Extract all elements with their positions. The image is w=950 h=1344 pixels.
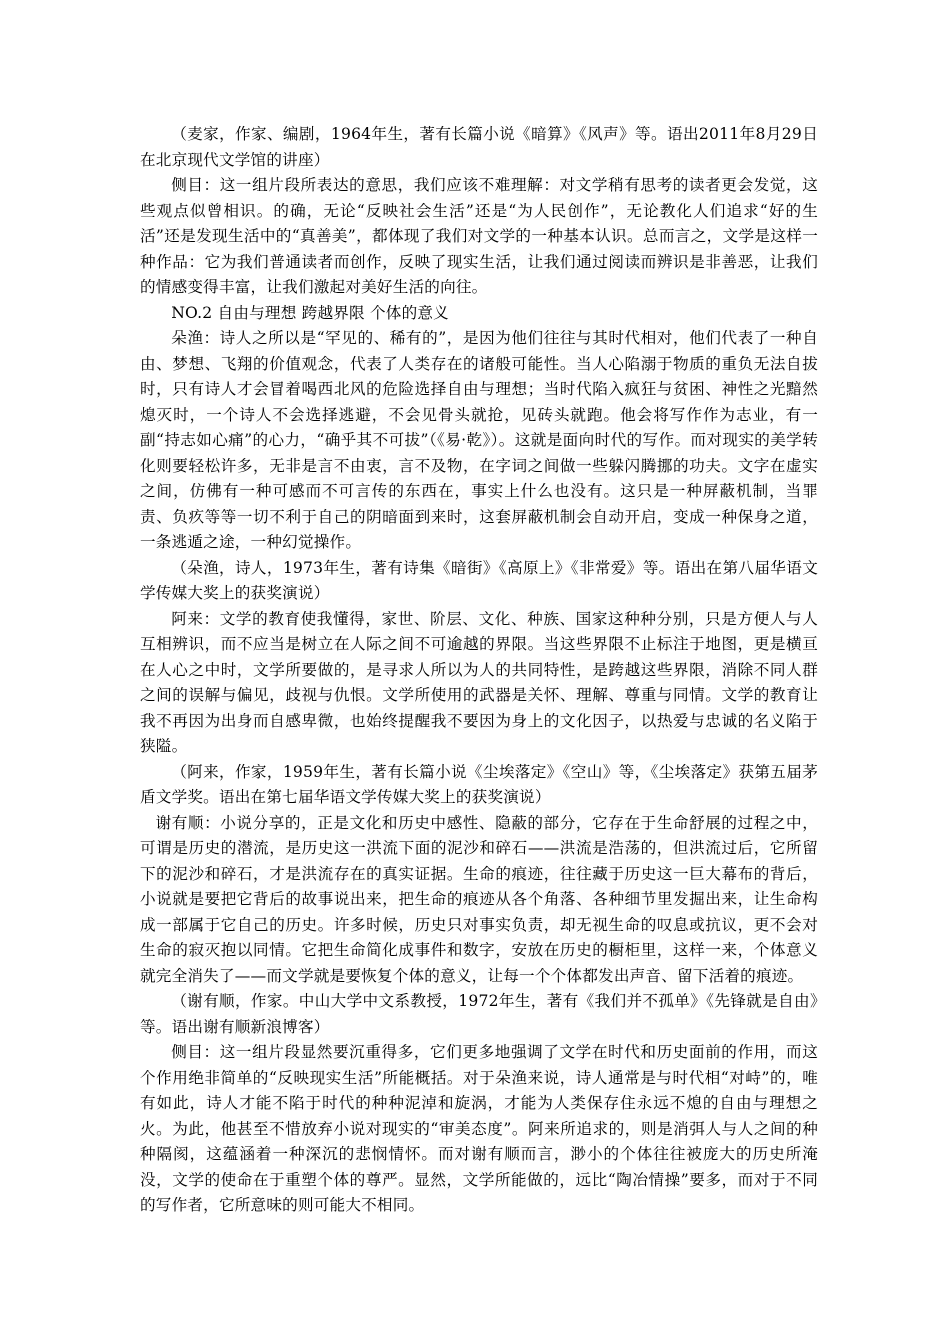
quote-alai: 阿来：文学的教育使我懂得，家世、阶层、文化、种族、国家这种种分别，只是方便人与人互相辨识，而不应当是树立在人际之间不可逾越的界限。当这些界限不止标注于地图，更是横亘在人心之中时，文学所要做的，是寻求人所以为人的共同特性，是跨越这些界限，消除不同人群之间的误解与偏见，歧视与仇恨。文学所使用的武器是关怀、理解、尊重与同情。文学的教育让我不再因为出身而自感卑微，也始终提醒我不要因为身上的文化因子，以热爱与忠诚的名义陷于狭隘。 — [140, 609, 818, 755]
document-page — [140, 122, 818, 1219]
commentary-paragraph-1: 侧目：这一组片段所表达的意思，我们应该不难理解：对文学稍有思考的读者更会发觉，这些观点似曾相识。的确，无论“反映社会生活”还是“为人民创作”，无论教化人们追求“好的生活”还是发现生活中的“真善美”，都体现了我们对文学的一种基本认识。总而言之，文学是这样一种作品：它为我们普通读者而创作，反映了现实生活，让我们通过阅读而辨识是非善恶，让我们的情感变得丰富，让我们激起对美好生活的向往。 — [140, 176, 818, 296]
citation-alai: （阿来，作家，1959年生，著有长篇小说《尘埃落定》《空山》等，《尘埃落定》获第五届茅盾文学奖。语出在第七届华语文学传媒大奖上的获奖演说） — [140, 762, 818, 806]
section-heading: NO.2 自由与理想 跨越界限 个体的意义 — [171, 303, 449, 322]
citation-duoyu: （朵渔，诗人，1973年生，著有诗集《暗街》《高原上》《非常爱》等。语出在第八届华语文学传媒大奖上的获奖演说） — [140, 558, 818, 602]
quote-xieyoushun: 谢有顺：小说分享的，正是文化和历史中感性、隐蔽的部分，它存在于生命舒展的过程之中，可谓是历史的潜流，是历史这一洪流下面的泥沙和碎石——洪流是浩荡的，但洪流过后，它所留下的泥沙和碎石，才是洪流存在的真实证据。生命的痕迹，往往藏于历史这一巨大幕布的背后，小说就是要把它背后的故事说出来，把生命的痕迹从各个角落、各种细节里发掘出来，让生命构成一部属于它自己的历史。许多时候，历史只对事实负责，却无视生命的叹息或抗议，更不会对生命的寂灭抱以同情。它把生命简化成事件和数字，安放在历史的橱柜里，这样一来，个体意义就完全消失了——而文学就是要恢复个体的意义，让每一个个体都发出声音、留下活着的痕迹。 — [140, 813, 818, 985]
citation-maijia: （麦家，作家、编剧，1964年生，著有长篇小说《暗算》《风声》等。语出2011年8月29日在北京现代文学馆的讲座） — [140, 125, 818, 169]
commentary-paragraph-2: 侧目：这一组片段显然要沉重得多，它们更多地强调了文学在时代和历史面前的作用，而这个作用绝非简单的“反映现实生活”所能概括。对于朵渔来说，诗人通常是与时代相“对峙”的，唯有如此，诗人才能不陷于时代的种种泥淖和旋涡，才能为人类保存住永远不熄的自由与理想之火。为此，他甚至不惜放弃小说对现实的“审美态度”。阿来所追求的，则是消弭人与人之间的种种隔阂，这蕴涵着一种深沉的悲悯情怀。而对谢有顺而言，渺小的个体往往被庞大的历史所淹没，文学的使命在于重塑个体的尊严。显然，文学所能做的，远比“陶冶情操”要多，而对于不同的写作者，它所意味的则可能大不相同。 — [140, 1043, 818, 1214]
quote-duoyu: 朵渔：诗人之所以是“罕见的、稀有的”，是因为他们往往与其时代相对，他们代表了一种自由、梦想、飞翔的价值观念，代表了人类存在的诸般可能性。当人心陷溺于物质的重负无法自拔时，只有诗人才会冒着喝西北风的危险选择自由与理想；当时代陷入疯狂与贫困、神性之光黯然熄灭时，一个诗人不会选择逃避，不会见骨头就抢，见砖头就跑。他会将写作作为志业，有一副“持志如心痛”的心力，“确乎其不可拔”（《易·乾》）。这就是面向时代的写作。而对现实的美学转化则要轻松许多，无非是言不由衷，言不及物，在字词之间做一些躲闪腾挪的功夫。文字在虚实之间，仿佛有一种可感而不可言传的东西在，事实上什么也没有。这只是一种屏蔽机制，当罪责、负疚等等一切不利于自己的阴暗面到来时，这套屏蔽机制会自动开启，变成一种保身之道，一条逃遁之途，一种幻觉操作。 — [140, 329, 818, 551]
citation-xieyoushun: （谢有顺，作家。中山大学中文系教授，1972年生，著有《我们并不孤单》《先锋就是自由》等。语出谢有顺新浪博客） — [140, 992, 818, 1036]
